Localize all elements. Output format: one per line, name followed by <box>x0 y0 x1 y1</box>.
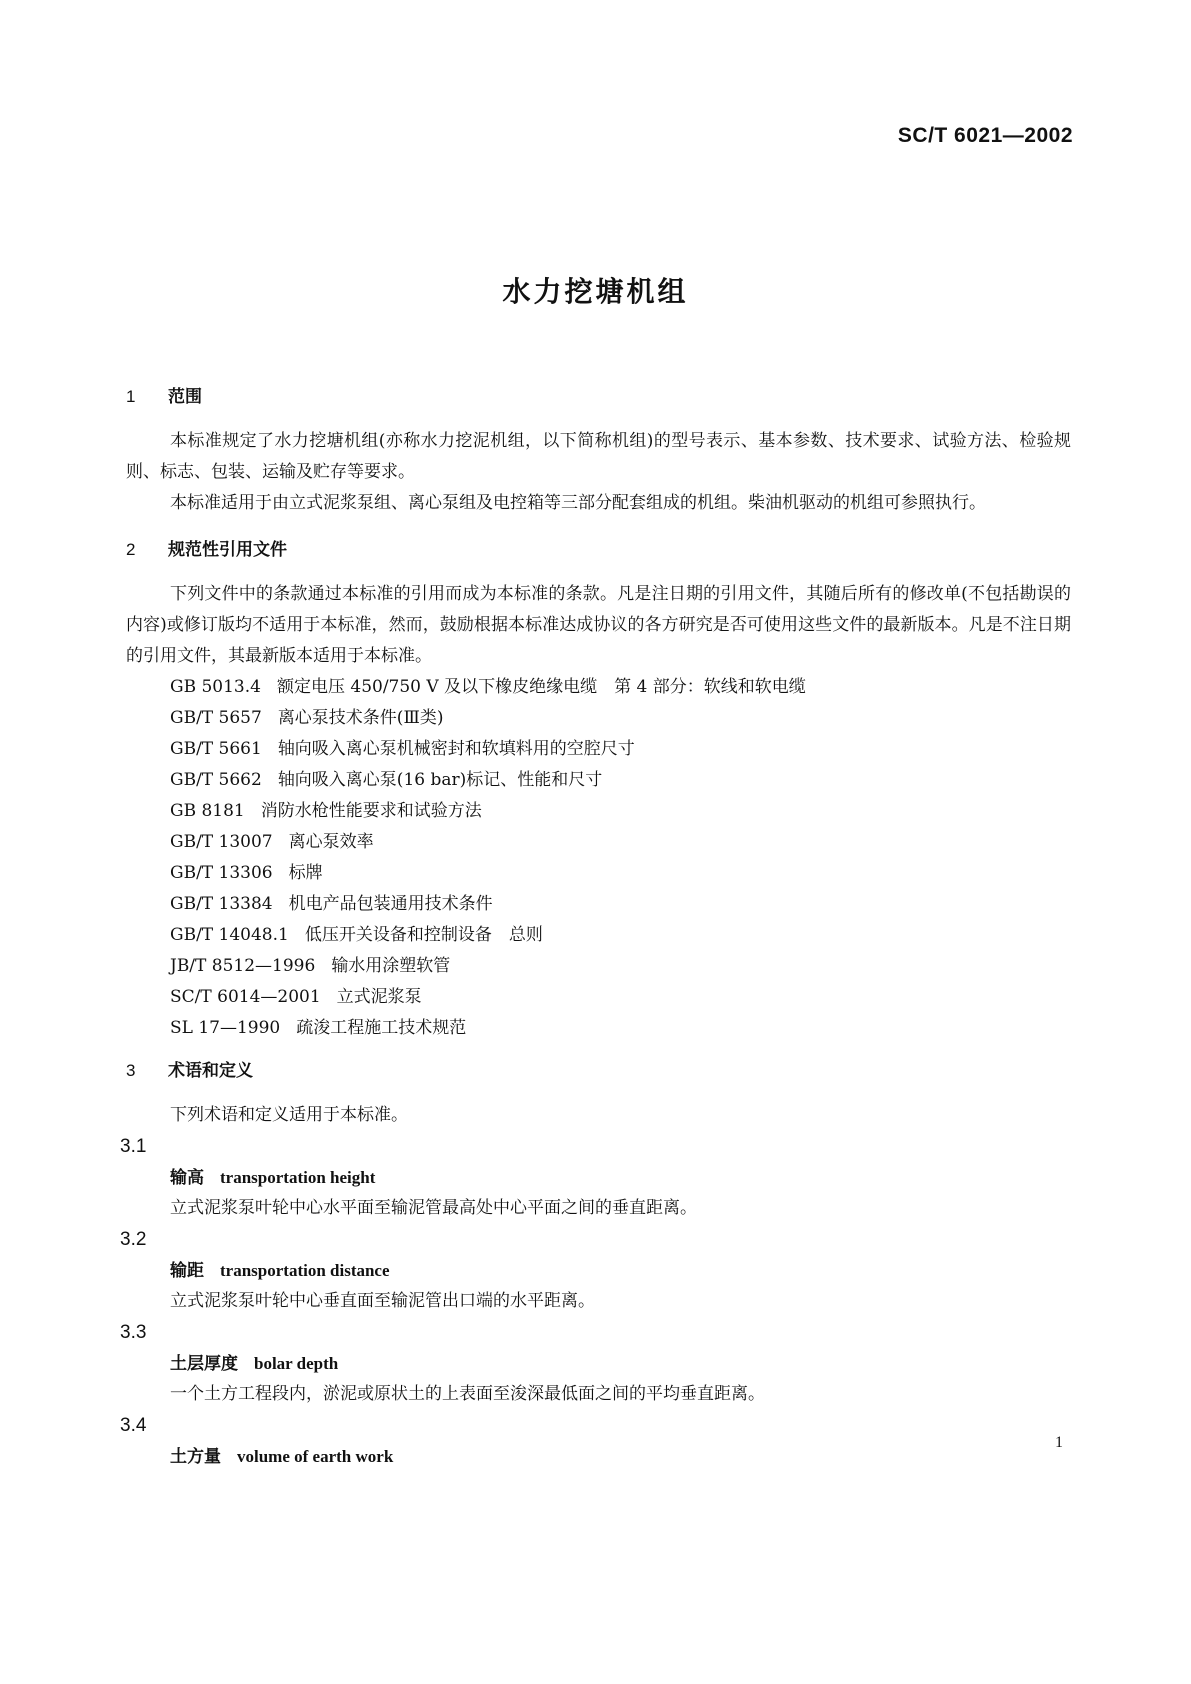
term-number: 3.1 <box>120 1136 147 1157</box>
terms-intro: 下列术语和定义适用于本标准。 <box>170 1105 408 1125</box>
reference-item <box>170 827 1071 858</box>
reference-code: GB/T 13306 <box>170 863 273 883</box>
section-title: 规范性引用文件 <box>168 540 287 560</box>
term-name-en: transportation height <box>220 1168 376 1187</box>
term-name-en: volume of earth work <box>237 1447 394 1466</box>
reference-code: GB 8181 <box>170 801 245 821</box>
reference-code: SL 17—1990 <box>170 1018 281 1038</box>
term-name-zh: 输距 <box>170 1261 204 1281</box>
page-number: 1 <box>1055 1434 1063 1451</box>
term-entry <box>120 1317 1071 1410</box>
scope-paragraph-1: 本标准规定了水力挖塘机组(亦称水力挖泥机组，以下简称机组)的型号表示、基本参数、技术要求、试验方法、检验规则、标志、包装、运输及贮存等要求。 <box>126 431 1071 482</box>
term-definition: 立式泥浆泵叶轮中心水平面至输泥管最高处中心平面之间的垂直距离。 <box>170 1198 697 1218</box>
section-title: 术语和定义 <box>168 1061 253 1081</box>
reference-title: 离心泵技术条件(Ⅲ类) <box>277 708 444 728</box>
reference-title: 疏浚工程施工技术规范 <box>296 1018 467 1038</box>
document-body <box>120 382 1071 1472</box>
reference-item <box>170 672 1071 703</box>
scope-paragraph-2: 本标准适用于由立式泥浆泵组、离心泵组及电控箱等三部分配套组成的机组。柴油机驱动的机组可参照执行。 <box>170 493 986 513</box>
reference-code: GB/T 5662 <box>170 770 262 790</box>
term-definition: 一个土方工程段内，淤泥或原状土的上表面至浚深最低面之间的平均垂直距离。 <box>170 1384 765 1404</box>
reference-item <box>170 951 1071 982</box>
reference-title: 机电产品包装通用技术条件 <box>288 894 493 914</box>
term-name-en: bolar depth <box>254 1354 339 1373</box>
reference-title: 轴向吸入离心泵(16 bar)标记、性能和尺寸 <box>277 770 603 790</box>
reference-item <box>170 703 1071 734</box>
term-name <box>170 1441 1071 1472</box>
reference-list <box>170 672 1071 1044</box>
term-name-zh: 土方量 <box>170 1447 221 1467</box>
section-number: 3 <box>126 1061 136 1080</box>
document-title: 水力挖塘机组 <box>502 275 689 308</box>
reference-code: JB/T 8512—1996 <box>170 956 316 976</box>
term-name <box>170 1255 1071 1286</box>
reference-title: 离心泵效率 <box>288 832 374 852</box>
term-name-zh: 输高 <box>170 1168 204 1188</box>
term-entry <box>120 1224 1071 1317</box>
reference-code: GB/T 13007 <box>170 832 273 852</box>
term-name <box>170 1348 1071 1379</box>
reference-title: 额定电压 450/750 V 及以下橡皮绝缘电缆 第 4 部分：软线和软电缆 <box>276 677 806 697</box>
reference-title: 低压开关设备和控制设备 总则 <box>304 925 543 945</box>
reference-code: GB/T 13384 <box>170 894 273 914</box>
section-heading-scope <box>126 382 1071 412</box>
term-name <box>170 1162 1071 1193</box>
reference-code: GB/T 14048.1 <box>170 925 289 945</box>
reference-item <box>170 734 1071 765</box>
term-name-zh: 土层厚度 <box>170 1354 238 1374</box>
reference-title: 标牌 <box>288 863 323 883</box>
reference-item <box>170 858 1071 889</box>
term-number: 3.3 <box>120 1322 147 1343</box>
section-heading-references <box>126 535 1071 565</box>
term-name-en: transportation distance <box>220 1261 390 1280</box>
reference-title: 消防水枪性能要求和试验方法 <box>260 801 482 821</box>
reference-title: 轴向吸入离心泵机械密封和软填料用的空腔尺寸 <box>277 739 635 759</box>
reference-item <box>170 765 1071 796</box>
reference-item <box>170 982 1071 1013</box>
reference-item <box>170 796 1071 827</box>
section-heading-terms <box>126 1056 1071 1086</box>
standard-code: SC/T 6021—2002 <box>897 124 1073 147</box>
reference-item <box>170 920 1071 951</box>
term-definition: 立式泥浆泵叶轮中心垂直面至输泥管出口端的水平距离。 <box>170 1291 595 1311</box>
reference-item <box>170 889 1071 920</box>
reference-title: 输水用涂塑软管 <box>331 956 451 976</box>
section-number: 1 <box>126 387 136 406</box>
reference-title: 立式泥浆泵 <box>336 987 422 1007</box>
references-intro: 下列文件中的条款通过本标准的引用而成为本标准的条款。凡是注日期的引用文件，其随后所有的修改单(不包括勘误的内容)或修订版均不适用于本标准，然而，鼓励根据本标准达成协议的各方研究是否可使用这些文件的最新版本。凡是不注日期的引用文件，其最新版本适用于本标准。 <box>126 584 1071 666</box>
term-number: 3.4 <box>120 1415 147 1436</box>
reference-code: GB 5013.4 <box>170 677 261 697</box>
term-number: 3.2 <box>120 1229 147 1250</box>
section-number: 2 <box>126 540 136 559</box>
reference-code: GB/T 5657 <box>170 708 262 728</box>
term-entry <box>120 1410 1071 1472</box>
reference-code: SC/T 6014—2001 <box>170 987 321 1007</box>
reference-item <box>170 1013 1071 1044</box>
section-title: 范围 <box>168 387 202 407</box>
reference-code: GB/T 5661 <box>170 739 262 759</box>
term-entry <box>120 1131 1071 1224</box>
